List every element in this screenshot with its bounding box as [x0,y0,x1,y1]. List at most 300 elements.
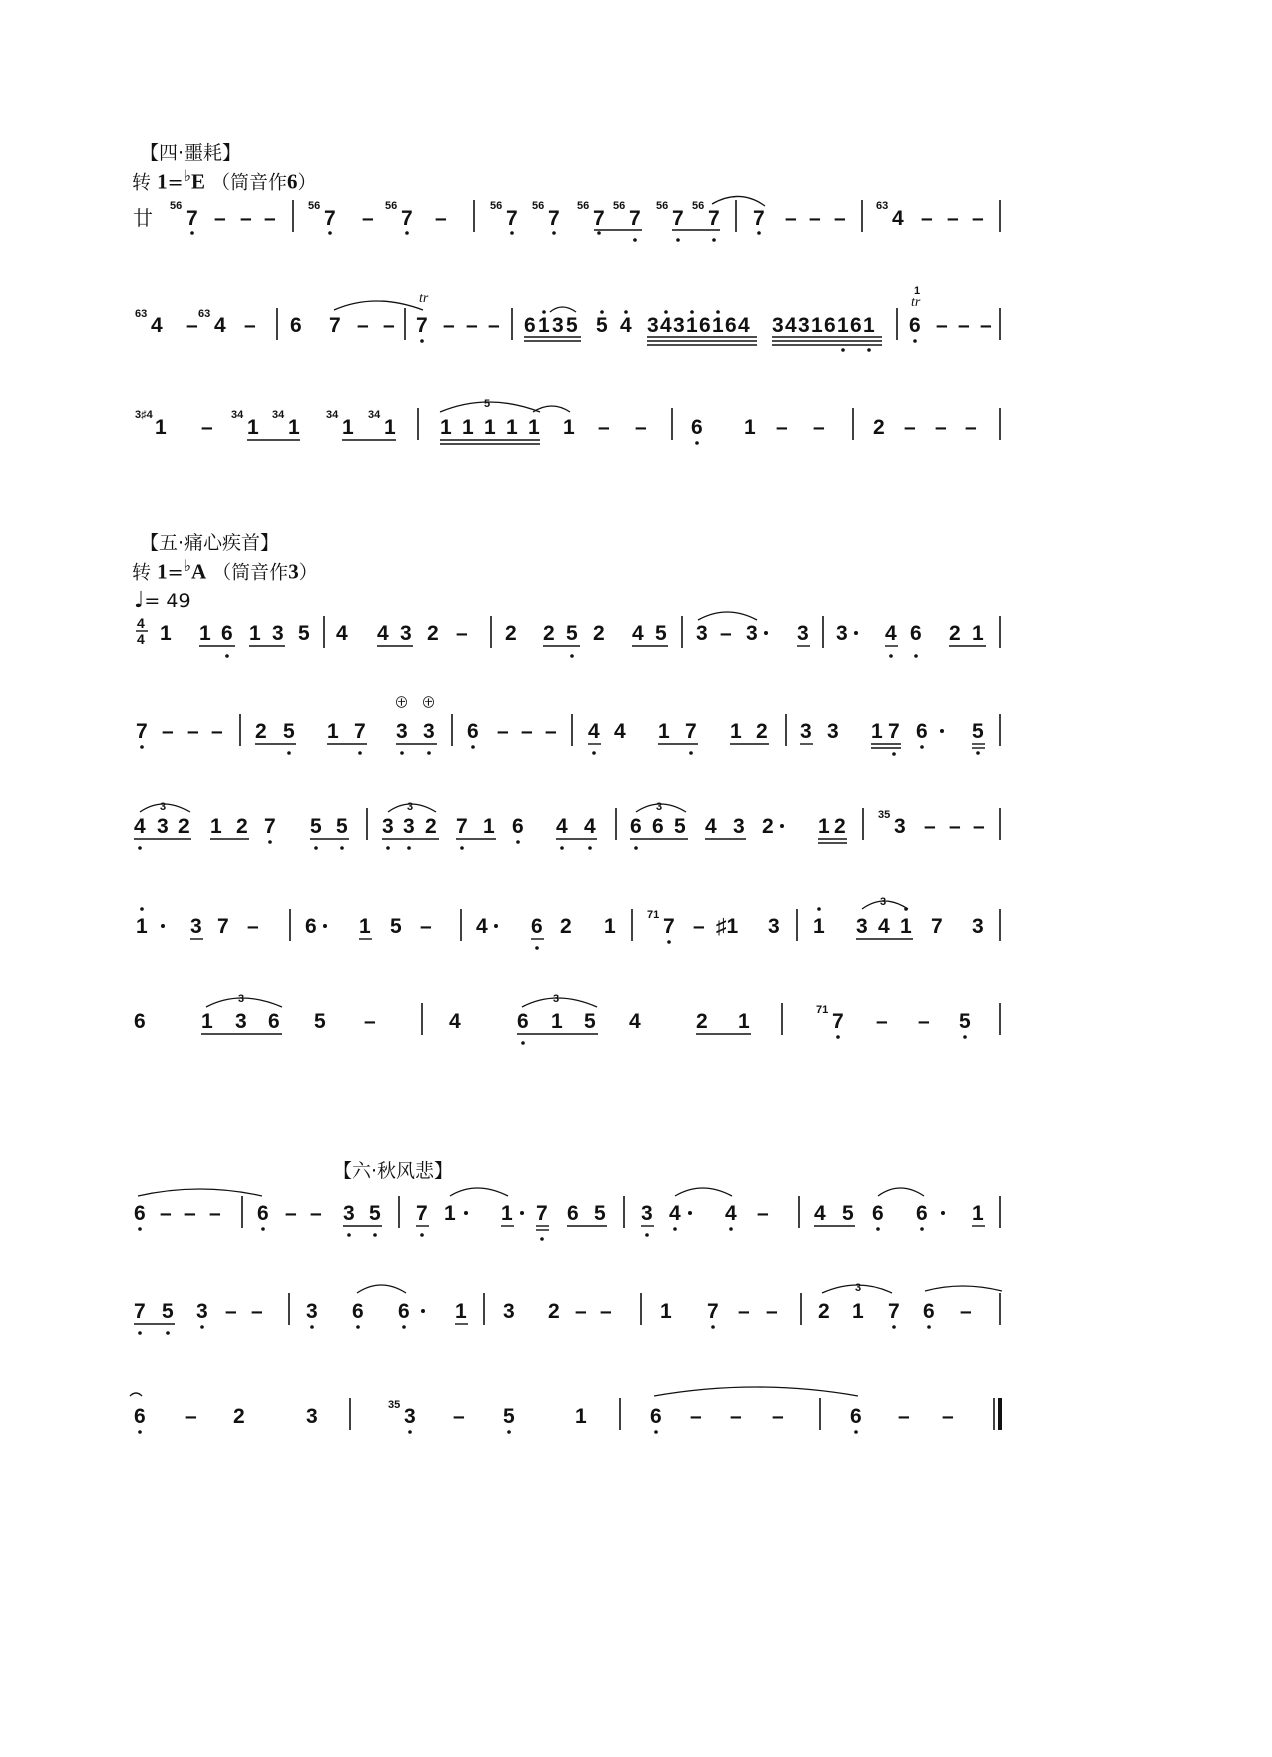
svg-text:6: 6 [872,1202,884,1225]
svg-text:7: 7 [663,915,675,938]
svg-text:1: 1 [455,1300,467,1323]
svg-text:6: 6 [134,1202,146,1225]
svg-text:7: 7 [708,207,720,230]
svg-text:–: – [310,1202,322,1225]
svg-text:63: 63 [876,200,889,212]
svg-text:–: – [960,1300,972,1323]
svg-text:3: 3 [772,314,784,337]
svg-text:2: 2 [178,815,190,838]
svg-text:7: 7 [416,1202,428,1225]
svg-text:5: 5 [310,815,322,838]
svg-text:56: 56 [613,200,626,212]
svg-text:–: – [936,314,948,337]
svg-text:6: 6 [524,314,536,337]
svg-text:7: 7 [264,815,276,838]
svg-text:7: 7 [134,1300,146,1323]
svg-text:2: 2 [949,622,961,645]
svg-text:3: 3 [160,801,167,813]
score-row-8 [0,985,1272,1055]
svg-text:1: 1 [712,314,724,337]
svg-text:7: 7 [416,314,428,337]
svg-text:7: 7 [324,207,336,230]
svg-text:–: – [285,1202,297,1225]
svg-text:–: – [453,1405,465,1428]
time-signature-bottom: 4 [137,631,145,647]
svg-text:3: 3 [423,720,435,743]
svg-text:3: 3 [972,915,984,938]
svg-text:6: 6 [691,416,703,439]
svg-text:3: 3 [673,314,685,337]
svg-text:3: 3 [403,815,415,838]
svg-text:3: 3 [343,1202,355,1225]
svg-text:1: 1 [604,915,616,938]
key-signature: 转 1=♭E （筒音作6） [132,166,317,194]
svg-text:4: 4 [885,622,897,645]
score-row-9 [0,1180,1272,1250]
svg-text:4: 4 [629,1010,641,1033]
svg-text:–: – [757,1202,769,1225]
svg-text:5: 5 [674,815,686,838]
svg-text:3: 3 [656,801,663,813]
svg-text:3: 3 [196,1300,208,1323]
svg-text:6: 6 [916,720,928,743]
svg-text:1: 1 [359,915,371,938]
score-row-11 [0,1380,1272,1450]
svg-text:3: 3 [407,801,414,813]
svg-text:4: 4 [214,314,226,337]
svg-text:4: 4 [614,720,626,743]
svg-text:–: – [942,1405,954,1428]
svg-text:2: 2 [425,815,437,838]
svg-text:6: 6 [134,1010,146,1033]
svg-text:5: 5 [566,622,578,645]
svg-text:1: 1 [837,314,849,337]
svg-text:5: 5 [842,1202,854,1225]
svg-text:1: 1 [863,314,875,337]
svg-text:–: – [980,314,992,337]
svg-text:4: 4 [588,720,600,743]
svg-text:7: 7 [593,207,605,230]
svg-text:–: – [497,720,509,743]
svg-text:1: 1 [811,314,823,337]
svg-text:1: 1 [852,1300,864,1323]
svg-text:1: 1 [155,416,167,439]
svg-text:3: 3 [157,815,169,838]
svg-text:2: 2 [696,1010,708,1033]
svg-text:4: 4 [705,815,717,838]
svg-text:3: 3 [836,622,848,645]
free-meter-mark: 廿 [133,208,153,230]
svg-text:–: – [809,207,821,230]
svg-text:56: 56 [656,200,669,212]
svg-text:3: 3 [190,915,202,938]
svg-text:–: – [186,314,198,337]
svg-text:–: – [965,416,977,439]
svg-text:6: 6 [909,314,921,337]
svg-text:–: – [813,416,825,439]
svg-text:–: – [435,207,447,230]
svg-text:1: 1 [538,314,550,337]
score-row-3 [0,390,1272,460]
svg-text:6: 6 [531,915,543,938]
svg-text:5: 5 [959,1010,971,1033]
svg-text:4: 4 [151,314,163,337]
svg-text:7: 7 [401,207,413,230]
svg-text:–: – [973,815,985,838]
svg-text:–: – [904,416,916,439]
svg-text:1: 1 [462,416,474,439]
svg-text:1: 1 [249,622,261,645]
svg-text:–: – [521,720,533,743]
svg-text:2: 2 [543,622,555,645]
svg-text:4: 4 [476,915,488,938]
svg-text:–: – [244,314,256,337]
svg-text:2: 2 [873,416,885,439]
svg-text:–: – [443,314,455,337]
note: 7 [186,207,198,230]
svg-text:6: 6 [652,815,664,838]
svg-text:–: – [720,622,732,645]
svg-text:6: 6 [850,1405,862,1428]
svg-text:3: 3 [696,622,708,645]
svg-text:3: 3 [553,993,560,1005]
svg-text:2: 2 [505,622,517,645]
svg-text:–: – [918,1010,930,1033]
svg-text:3♯4: 3♯4 [135,409,153,421]
svg-text:5: 5 [596,314,608,337]
score-row-2 [0,285,1272,360]
svg-text:tr: tr [419,291,429,306]
svg-text:1: 1 [972,622,984,645]
svg-text:4: 4 [632,622,644,645]
svg-text:1: 1 [210,815,222,838]
svg-text:1: 1 [871,720,883,743]
svg-text:56: 56 [692,200,705,212]
svg-text:7: 7 [217,915,229,938]
score-row-10 [0,1275,1272,1345]
svg-text:–: – [214,207,226,230]
svg-text:4: 4 [660,314,672,337]
svg-text:5: 5 [484,398,491,410]
svg-text:3: 3 [396,720,408,743]
svg-text:1: 1 [686,314,698,337]
svg-text:2: 2 [255,720,267,743]
svg-text:5: 5 [503,1405,515,1428]
svg-text:1: 1 [160,622,172,645]
svg-text:6: 6 [850,314,862,337]
svg-text:5: 5 [336,815,348,838]
svg-text:7: 7 [707,1300,719,1323]
svg-text:–: – [225,1300,237,1323]
svg-text:4: 4 [620,314,632,337]
svg-text:3: 3 [306,1405,318,1428]
svg-text:3: 3 [746,622,758,645]
svg-text:6: 6 [567,1202,579,1225]
svg-text:71: 71 [816,1004,829,1016]
svg-text:–: – [949,815,961,838]
svg-text:㊉: ㊉ [423,697,434,709]
svg-text:56: 56 [308,200,321,212]
grace-notes: 56 [170,200,183,212]
svg-text:3: 3 [856,915,868,938]
score-row-1 [0,190,1272,250]
svg-text:3: 3 [272,622,284,645]
svg-text:–: – [466,314,478,337]
svg-text:5: 5 [162,1300,174,1323]
svg-text:1: 1 [818,815,830,838]
svg-text:56: 56 [490,200,503,212]
svg-text:–: – [598,416,610,439]
svg-text:–: – [240,207,252,230]
svg-text:–: – [420,915,432,938]
score-row-5 [0,690,1272,760]
svg-text:5: 5 [594,1202,606,1225]
svg-text:1: 1 [342,416,354,439]
svg-text:–: – [730,1405,742,1428]
svg-text:3: 3 [880,896,887,908]
svg-text:2: 2 [427,622,439,645]
svg-text:3: 3 [855,1282,862,1294]
svg-text:7: 7 [536,1202,548,1225]
svg-text:tr: tr [911,295,921,310]
svg-text:7: 7 [931,915,943,938]
svg-text:6: 6 [725,314,737,337]
svg-text:6: 6 [916,1202,928,1225]
time-signature-top: 4 [137,615,145,631]
svg-text:1: 1 [483,815,495,838]
svg-text:–: – [690,1405,702,1428]
svg-text:4: 4 [725,1202,737,1225]
svg-text:6: 6 [467,720,479,743]
svg-text:5: 5 [369,1202,381,1225]
svg-text:4: 4 [814,1202,826,1225]
svg-text:5: 5 [972,720,984,743]
svg-text:–: – [160,1202,172,1225]
svg-text:–: – [184,1202,196,1225]
svg-text:7: 7 [329,314,341,337]
svg-text:♯1: ♯1 [716,915,739,938]
key-signature: 转 1=♭A （筒音作3） [132,556,318,584]
svg-text:34: 34 [368,409,381,421]
svg-text:1: 1 [384,416,396,439]
svg-text:–: – [921,207,933,230]
svg-text:3: 3 [768,915,780,938]
svg-text:1: 1 [484,416,496,439]
svg-text:6: 6 [517,1010,529,1033]
svg-text:7: 7 [888,720,900,743]
svg-text:3: 3 [641,1202,653,1225]
svg-text:–: – [201,416,213,439]
svg-text:7: 7 [832,1010,844,1033]
section-title: 【四·噩耗】 [140,142,242,164]
svg-text:–: – [898,1405,910,1428]
svg-text:7: 7 [753,207,765,230]
svg-text:4: 4 [449,1010,461,1033]
svg-text:4: 4 [584,815,596,838]
svg-text:56: 56 [577,200,590,212]
svg-text:–: – [972,207,984,230]
tempo-marking: ♩= 49 [134,588,191,613]
svg-text:1: 1 [199,622,211,645]
svg-text:3: 3 [894,815,906,838]
svg-text:–: – [251,1300,263,1323]
svg-text:–: – [693,915,705,938]
svg-text:1: 1 [444,1202,456,1225]
svg-text:35: 35 [388,1399,401,1411]
svg-text:1: 1 [972,1202,984,1225]
svg-text:1: 1 [201,1010,213,1033]
svg-text:2: 2 [560,915,572,938]
svg-text:1: 1 [551,1010,563,1033]
svg-text:1: 1 [440,416,452,439]
svg-text:2: 2 [548,1300,560,1323]
svg-text:5: 5 [655,622,667,645]
svg-text:–: – [211,720,223,743]
svg-text:1: 1 [658,720,670,743]
svg-text:–: – [209,1202,221,1225]
svg-text:3: 3 [797,622,809,645]
svg-text:2: 2 [818,1300,830,1323]
svg-text:1: 1 [900,915,912,938]
svg-text:4: 4 [878,915,890,938]
section-title: 【六·秋风悲】 [333,1160,454,1182]
svg-text:1: 1 [563,416,575,439]
svg-text:3: 3 [382,815,394,838]
svg-text:7: 7 [354,720,366,743]
svg-text:4: 4 [377,622,389,645]
svg-text:4: 4 [785,314,797,337]
svg-text:–: – [357,314,369,337]
svg-text:7: 7 [629,207,641,230]
svg-text:2: 2 [236,815,248,838]
svg-text:3: 3 [238,993,245,1005]
svg-text:56: 56 [532,200,545,212]
svg-text:–: – [247,915,259,938]
svg-text:–: – [738,1300,750,1323]
svg-text:5: 5 [314,1010,326,1033]
svg-text:1: 1 [660,1300,672,1323]
svg-text:3: 3 [235,1010,247,1033]
svg-text:–: – [264,207,276,230]
svg-text:–: – [766,1300,778,1323]
svg-text:–: – [185,1405,197,1428]
svg-text:1: 1 [730,720,742,743]
svg-text:–: – [456,622,468,645]
svg-text:1: 1 [501,1202,513,1225]
svg-text:6: 6 [650,1405,662,1428]
svg-text:–: – [834,207,846,230]
svg-text:6: 6 [398,1300,410,1323]
svg-text:71: 71 [647,909,660,921]
svg-text:34: 34 [272,409,285,421]
svg-text:1: 1 [813,915,825,938]
svg-text:1: 1 [288,416,300,439]
svg-text:5: 5 [566,314,578,337]
svg-text:4: 4 [892,207,904,230]
svg-text:5: 5 [390,915,402,938]
svg-text:3: 3 [800,720,812,743]
svg-text:34: 34 [326,409,339,421]
svg-text:1: 1 [247,416,259,439]
svg-text:5: 5 [584,1010,596,1033]
svg-text:7: 7 [685,720,697,743]
svg-text:4: 4 [336,622,348,645]
svg-text:3: 3 [552,314,564,337]
svg-text:4: 4 [738,314,750,337]
svg-text:–: – [772,1405,784,1428]
svg-text:4: 4 [134,815,146,838]
svg-text:6: 6 [290,314,302,337]
svg-text:–: – [876,1010,888,1033]
svg-text:3: 3 [827,720,839,743]
svg-text:6: 6 [268,1010,280,1033]
svg-text:–: – [785,207,797,230]
svg-text:1: 1 [914,285,921,297]
svg-text:–: – [187,720,199,743]
score-row-7 [0,885,1272,955]
svg-text:–: – [600,1300,612,1323]
svg-text:–: – [364,1010,376,1033]
svg-text:–: – [776,416,788,439]
svg-text:–: – [488,314,500,337]
svg-text:6: 6 [352,1300,364,1323]
svg-text:–: – [924,815,936,838]
svg-text:6: 6 [257,1202,269,1225]
svg-text:1: 1 [136,915,148,938]
section-title: 【五·痛心疾首】 [140,532,280,554]
svg-text:7: 7 [456,815,468,838]
svg-text:63: 63 [135,308,148,320]
svg-text:1: 1 [575,1405,587,1428]
svg-text:6: 6 [512,815,524,838]
svg-text:2: 2 [756,720,768,743]
svg-text:–: – [635,416,647,439]
svg-text:3: 3 [404,1405,416,1428]
svg-text:6: 6 [630,815,642,838]
svg-text:–: – [362,207,374,230]
svg-text:2: 2 [593,622,605,645]
svg-text:2: 2 [834,815,846,838]
svg-text:6: 6 [699,314,711,337]
svg-text:35: 35 [878,809,891,821]
svg-text:6: 6 [134,1405,146,1428]
svg-text:3: 3 [798,314,810,337]
score-row-4 [0,610,1272,670]
svg-text:2: 2 [233,1405,245,1428]
svg-text:1: 1 [327,720,339,743]
svg-text:–: – [545,720,557,743]
svg-text:1: 1 [744,416,756,439]
svg-text:63: 63 [198,308,211,320]
svg-text:–: – [947,207,959,230]
svg-text:6: 6 [824,314,836,337]
svg-text:3: 3 [400,622,412,645]
svg-text:1: 1 [528,416,540,439]
svg-text:5: 5 [283,720,295,743]
svg-text:7: 7 [888,1300,900,1323]
svg-text:–: – [383,314,395,337]
svg-text:6: 6 [221,622,233,645]
svg-text:–: – [575,1300,587,1323]
svg-text:7: 7 [136,720,148,743]
svg-text:7: 7 [672,207,684,230]
svg-text:3: 3 [306,1300,318,1323]
svg-text:6: 6 [923,1300,935,1323]
svg-text:5: 5 [298,622,310,645]
svg-text:7: 7 [506,207,518,230]
svg-text:34: 34 [231,409,244,421]
svg-text:56: 56 [385,200,398,212]
